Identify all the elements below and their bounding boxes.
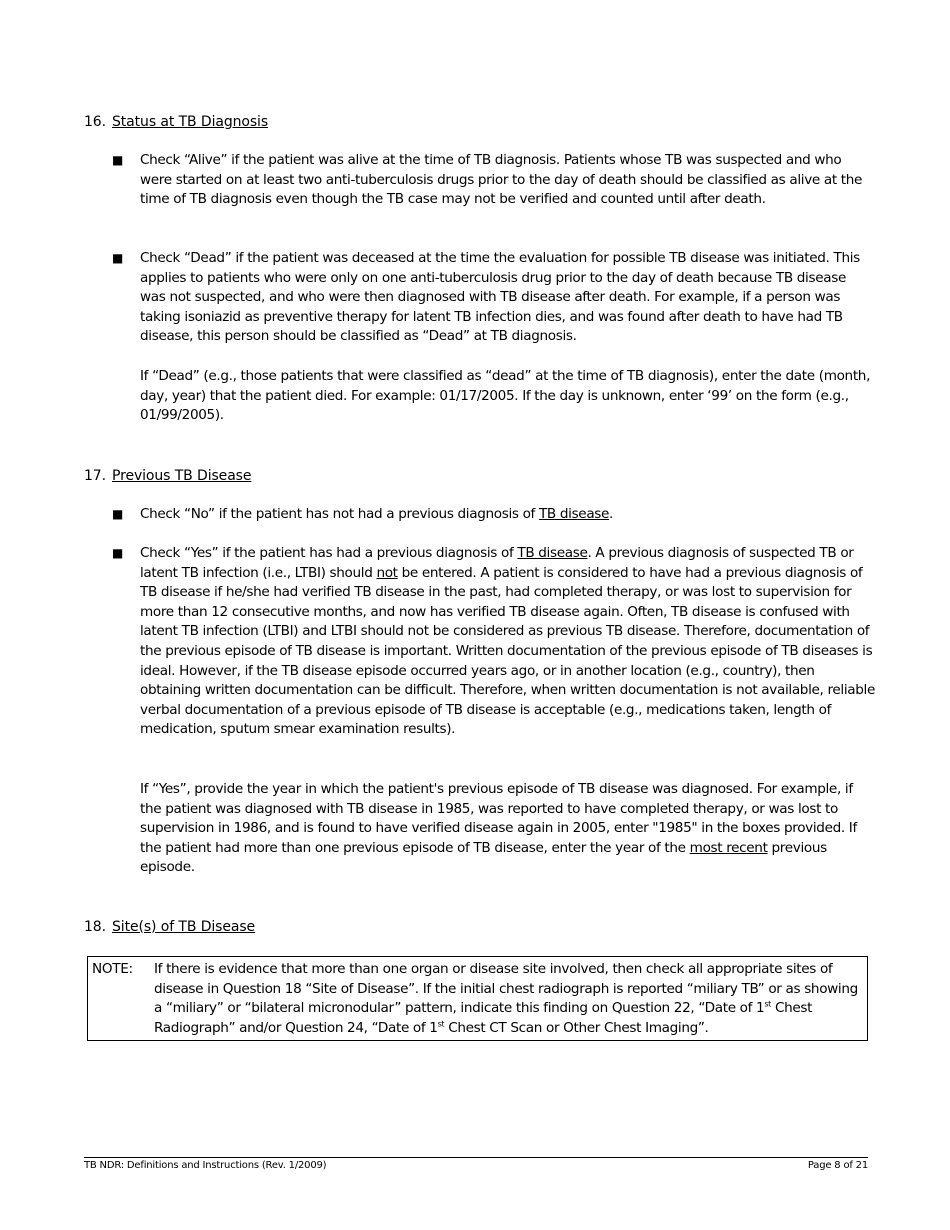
- bullet-text: be entered. A patient is considered to have had a previous diagnosis of TB disease if he/she had verified TB disease in the past, had completed therapy, or was lost to supervision for more than 12 consecutive months, and now has verified TB disease again. Often, TB disease is confused with latent TB infection (LTBI) and LTBI should not be considered as previous TB disease. Therefore, documentation of the previous episode of TB disease is important. Written documentation of the previous episode of TB diseases is ideal. However, if the TB disease episode occurred years ago, or in another location (e.g., country), then obtaining written documentation can be difficult. Therefore, when written documentation is not available, reliable verbal documentation of a previous episode of TB disease is acceptable (e.g., medications taken, length of medication, sputum smear examination results).: [140, 564, 875, 738]
- section-number: 17.: [84, 468, 106, 484]
- followup-text: If “Yes”, provide the year in which the patient's previous episode of TB disease was diagnosed. For example, if the patient was diagnosed with TB disease in 1985, was reported to have completed therapy, or was lost to supervision in 1986, and is found to have verified disease again in 2005, enter "1985" in the boxes provided. If the patient had more than one previous episode of TB disease, enter the year of the: [140, 781, 857, 856]
- section-18-heading: [84, 917, 255, 937]
- bullet-text: Check “No” if the patient has not had a previous diagnosis of: [140, 506, 539, 522]
- note-text-part: Chest Radiograph” and/or Question 24, “Date of 1: [154, 1000, 813, 1036]
- yes-followup: [140, 780, 875, 878]
- footer-doc-title: TB NDR: Definitions and Instructions (Rev. 1/2009): [84, 1160, 327, 1171]
- bullet-alive: Check “Alive” if the patient was alive at the time of TB diagnosis. Patients whose TB was suspected and who were started on at least two anti-tuberculosis drugs prior to the day of death should be classified as alive at the time of TB diagnosis even though the TB case may not be verified and counted until after death.: [140, 152, 863, 208]
- note-label: NOTE:: [92, 961, 133, 977]
- bullet-square-icon: ■: [112, 546, 124, 560]
- dead-followup: If “Dead” (e.g., those patients that were classified as “dead” at the time of TB diagnosis), enter the date (month, day, year) that the patient died. For example: 01/17/2005. If the day is unknown, enter ‘99’ on the form (e.g., 01/99/2005).: [140, 368, 871, 424]
- footer-divider: [84, 1157, 868, 1158]
- superscript: st: [437, 1019, 445, 1029]
- note-text-part: Chest CT Scan or Other Chest Imaging”.: [444, 1019, 709, 1036]
- section-number: 16.: [84, 114, 106, 130]
- note-text: [154, 960, 866, 1038]
- followup-text: previous episode.: [140, 839, 827, 876]
- section-16-heading: [84, 112, 268, 132]
- section-title: Previous TB Disease: [112, 468, 252, 484]
- bullet-dead: Check “Dead” if the patient was deceased at the time the evaluation for possible TB disease was initiated. This applies to patients who were only on one anti-tuberculosis drug prior to the day of death because TB disease was not suspected, and who were then diagnosed with TB disease after death. For example, if a person was taking isoniazid as preventive therapy for latent TB infection dies, and was found after death to have had TB disease, this person should be classified as “Dead” at TB diagnosis.: [140, 250, 860, 345]
- underlined-term: TB disease: [538, 506, 610, 522]
- bullet-text: Check “Yes” if the patient has had a previous diagnosis of: [140, 545, 518, 561]
- section-title: Status at TB Diagnosis: [112, 114, 269, 130]
- bullet-no: [140, 505, 875, 525]
- underlined-term: most recent: [689, 839, 768, 856]
- bullet-text: . A previous diagnosis of suspected TB or latent TB infection (i.e., LTBI) should: [140, 545, 854, 581]
- bullet-square-icon: ■: [112, 507, 124, 521]
- underlined-term: TB disease: [517, 545, 588, 561]
- bullet-square-icon: ■: [112, 153, 124, 167]
- bullet-square-icon: ■: [112, 251, 124, 265]
- section-number: 18.: [84, 919, 106, 935]
- section-title: Site(s) of TB Disease: [112, 919, 256, 935]
- section-17-heading: [84, 466, 251, 486]
- bullet-text: .: [609, 506, 614, 522]
- note-box: [87, 956, 868, 1041]
- footer-page-number: Page 8 of 21: [807, 1160, 868, 1171]
- underlined-term: not: [376, 564, 398, 581]
- bullet-yes: [140, 544, 875, 740]
- superscript: st: [764, 999, 771, 1009]
- note-text-part: If there is evidence that more than one organ or disease site involved, then check all appropriate sites of disease in Question 18 “Site of Disease”. If the initial chest radiograph is reported “miliary TB” or as showing a “miliary” or “bilateral micronodular” pattern, indicate this finding on Question 22, “Date of 1: [154, 961, 858, 1017]
